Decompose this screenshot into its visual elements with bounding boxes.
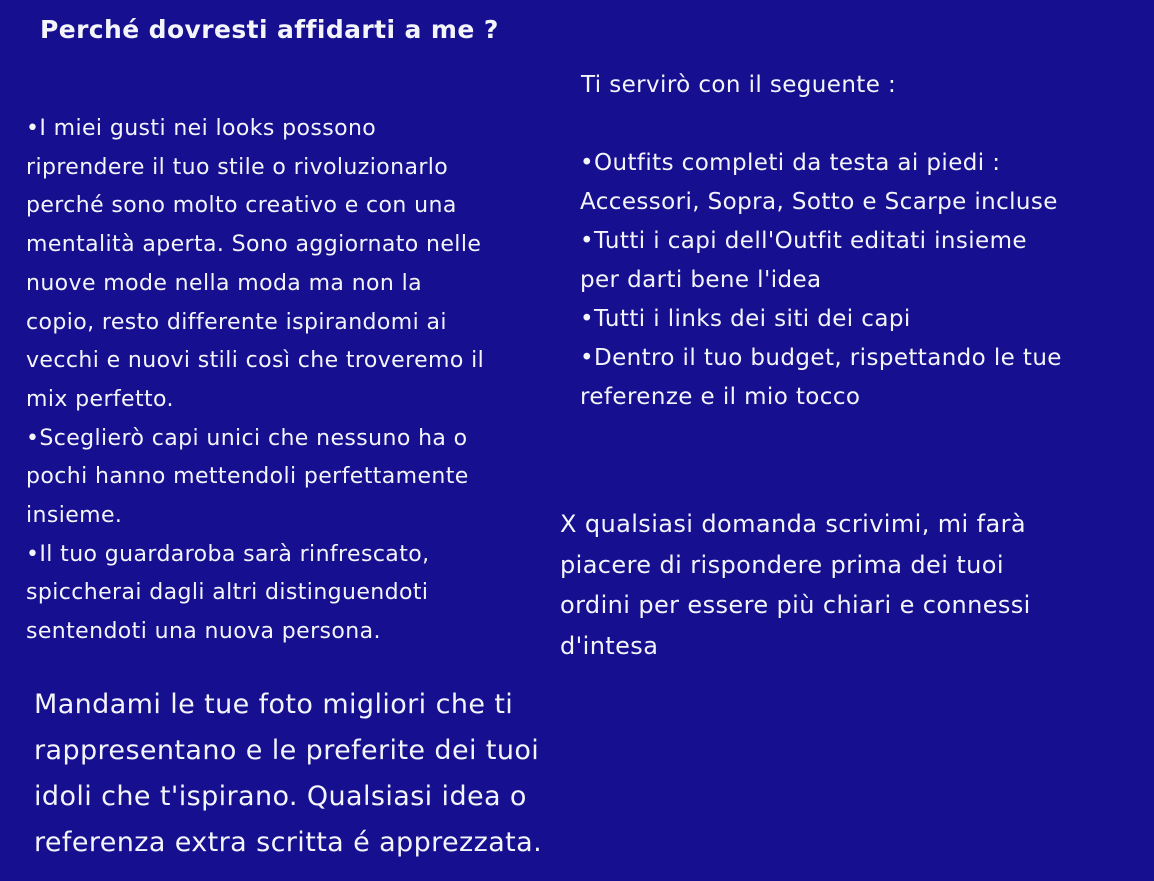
contact-note: X qualsiasi domanda scrivimi, mi farà piacere di rispondere prima dei tuoi ordini per essere più chiari e connessi d'intesa [560, 510, 1031, 660]
services-list: •Outfits completi da testa ai piedi : Accessori, Sopra, Sotto e Scarpe incluse •Tutti i capi dell'Outfit editati insieme per darti bene l'idea •Tutti i links dei siti dei capi •Dentro il tuo budget, rispettando le tue referenze e il mio tocco [580, 150, 1062, 410]
services-intro: Ti servirò con il seguente : [581, 72, 897, 98]
page-title: Perché dovresti affidarti a me ? [40, 15, 499, 44]
photo-request-text: Mandami le tue foto migliori che ti rappresentano e le preferite dei tuoi idoli che t'ispirano. Qualsiasi idea o referenza extra scritta é apprezzata. [34, 689, 543, 858]
reasons-list: •I miei gusti nei looks possono riprendere il tuo stile o rivoluzionarlo perché sono molto creativo e con una mentalità aperta. Sono aggiornato nelle nuove mode nella moda ma non la copio, resto differente ispirandomi ai vecchi e nuovi stili così che troveremo il mix perfetto. •Sceglierò capi unici che nessuno ha o pochi hanno mettendoli perfettamente insieme. •Il tuo guardaroba sarà rinfrescato, spiccherai dagli altri distinguendoti sentendoti una nuova persona. [26, 116, 485, 645]
